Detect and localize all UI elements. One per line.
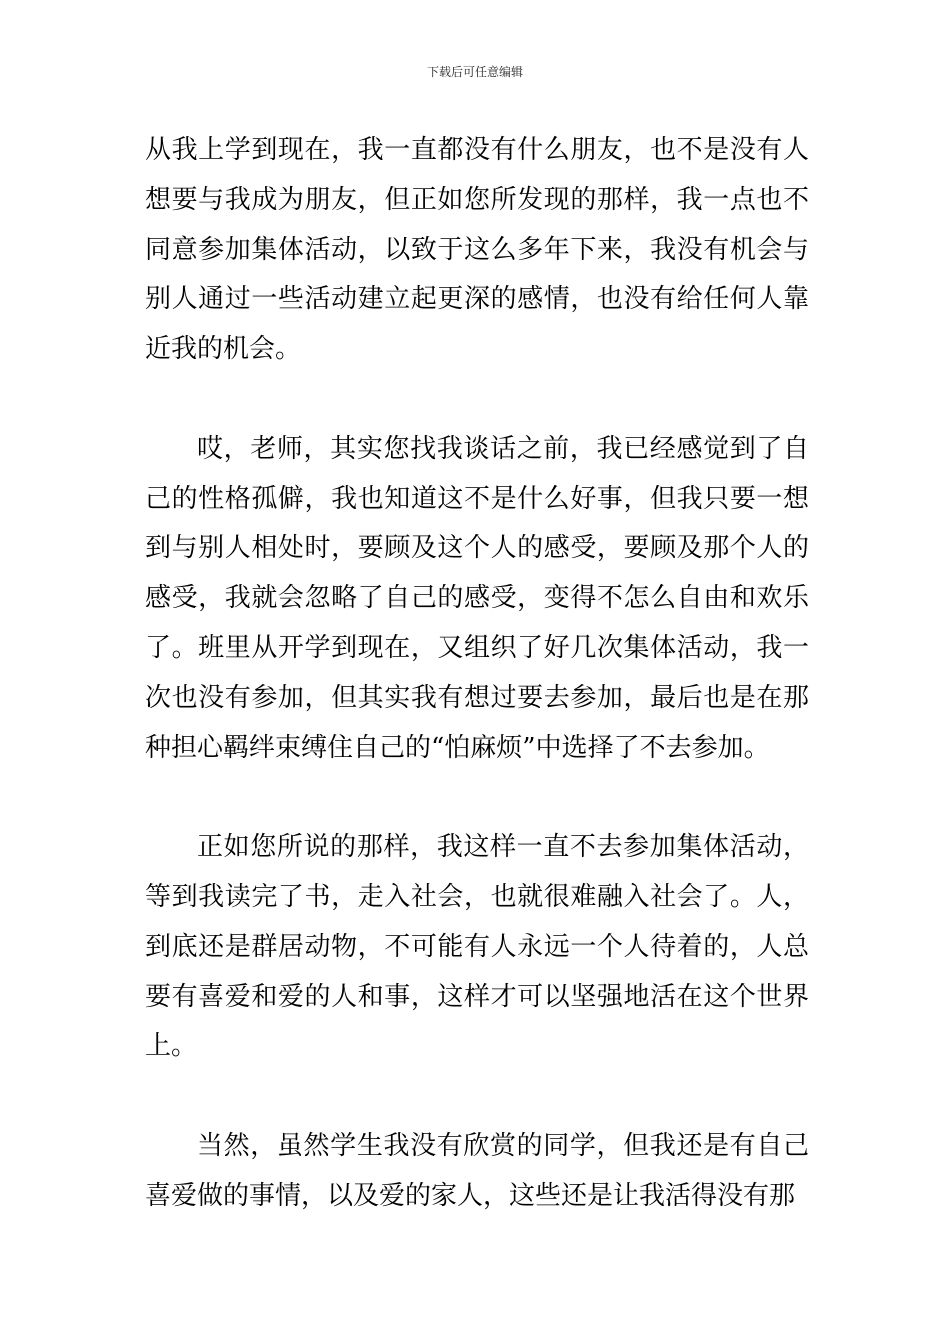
paragraph-4: 当然，虽然学生我没有欣赏的同学，但我还是有自己喜爱做的事情，以及爱的家人，这些还是让我活得没有那 bbox=[145, 1130, 809, 1211]
paragraph-1: 从我上学到现在，我一直都没有什么朋友，也不是没有人想要与我成为朋友，但正如您所发现的那样，我一点也不同意参加集体活动，以致于这么多年下来，我没有机会与别人通过一些活动建立起更深的感情，也没有给任何人靠近我的机会。 bbox=[145, 135, 809, 365]
document-body bbox=[145, 126, 809, 1222]
paragraph-2: 哎，老师，其实您找我谈话之前，我已经感觉到了自己的性格孤僻，我也知道这不是什么好事，但我只要一想到与别人相处时，要顾及这个人的感受，要顾及那个人的感受，我就会忽略了自己的感受，变得不怎么自由和欢乐了。班里从开学到现在，又组织了好几次集体活动，我一次也没有参加，但其实我有想过要去参加，最后也是在那种担心羁绊束缚住自己的“怕麻烦”中选择了不去参加。 bbox=[145, 433, 809, 763]
page-header: 下载后可任意编辑 bbox=[426, 65, 523, 79]
paragraph-3: 正如您所说的那样，我这样一直不去参加集体活动，等到我读完了书，走入社会，也就很难融入社会了。人，到底还是群居动物，不可能有人永远一个人待着的，人总要有喜爱和爱的人和事，这样才可以坚强地活在这个世界上。 bbox=[145, 832, 809, 1062]
